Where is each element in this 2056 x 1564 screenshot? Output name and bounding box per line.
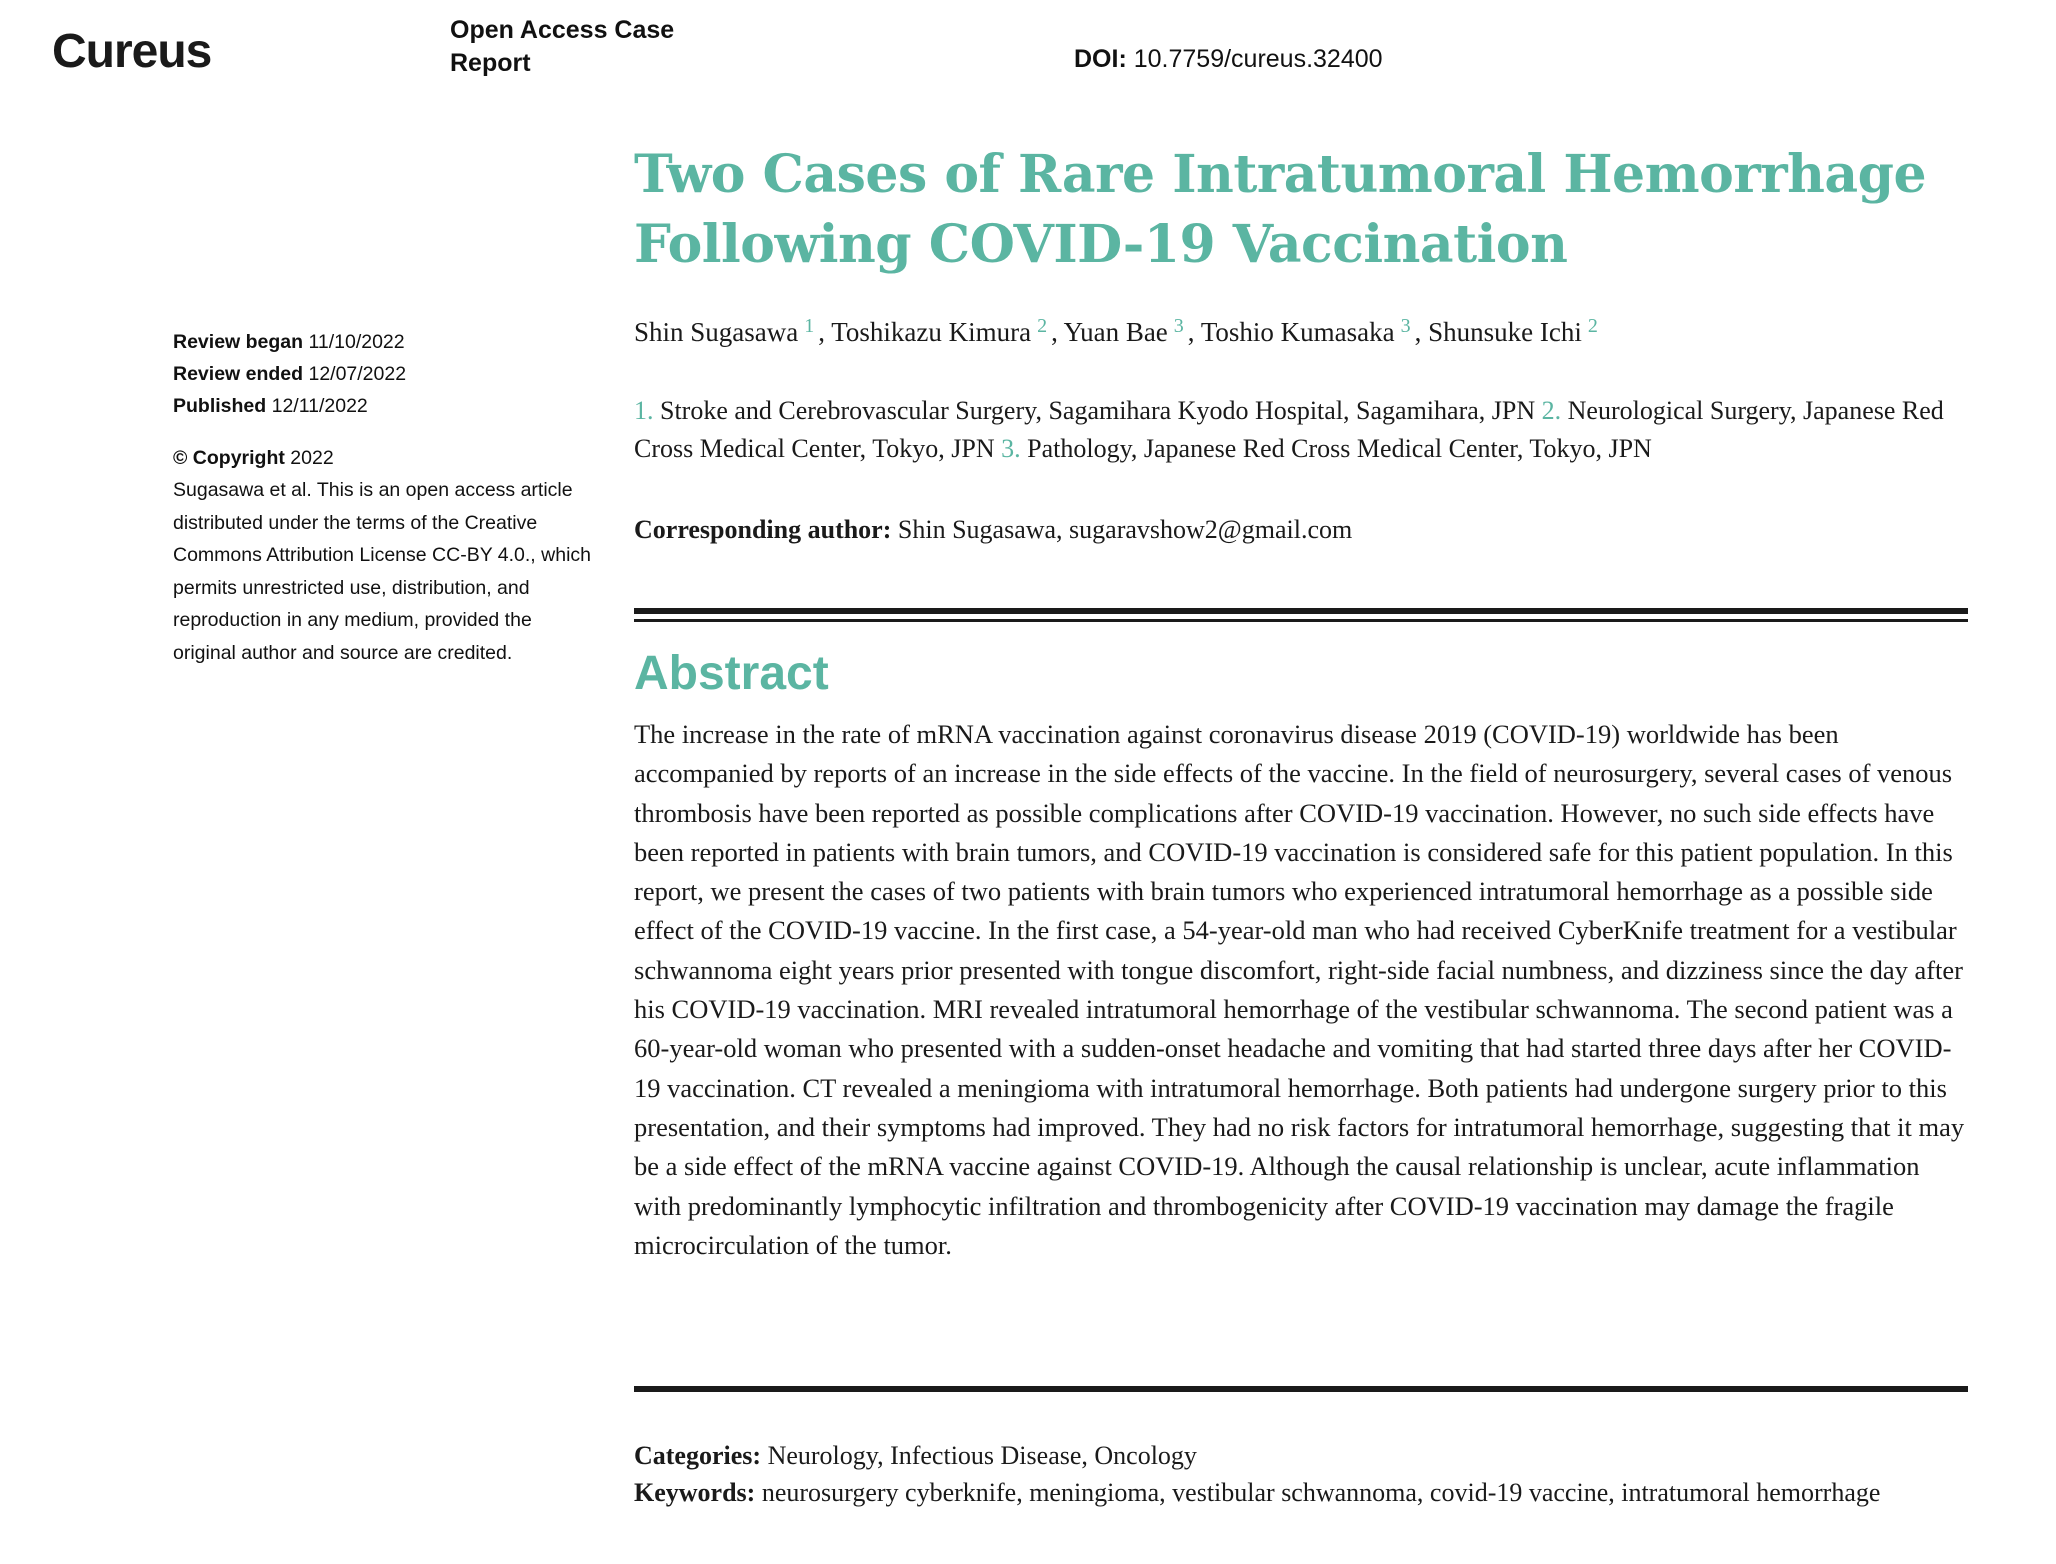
author-name: Shin Sugasawa <box>634 317 799 347</box>
corresponding-label: Corresponding author: <box>634 515 892 544</box>
author-affiliation: 3 <box>1173 315 1184 337</box>
author-list: Shin Sugasawa $^1$ , Toshikazu Kimura $^2$ , Yuan Bae $^3$ , Toshio Kumasaka $^3$ , Shunsuke Ichi $^2$ <box>634 315 1598 347</box>
doi <box>1074 45 1383 74</box>
published-label: Published <box>173 395 267 417</box>
review-ended <box>173 358 593 390</box>
corresponding-author <box>634 512 1974 548</box>
affiliation-text: Stroke and Cerebrovascular Surgery, Sagamihara Kyodo Hospital, Sagamihara, JPN <box>660 396 1536 425</box>
doi-value: 10.7759/cureus.32400 <box>1133 45 1383 73</box>
copyright-year: 2022 <box>290 447 334 469</box>
journal-logo: Cureus <box>52 25 212 78</box>
abstract-text: The increase in the rate of mRNA vaccination against coronavirus disease 2019 (COVID-19) worldwide has been accompanied by reports of an increase in the side effects of the vaccine. In the field of neurosurgery, several cases of venous thrombosis have been reported as possible complications after COVID-19 vaccination. However, no such side effects have been reported in patients with brain tumors, and COVID-19 vaccination is considered safe for this patient population. In this report, we present the cases of two patients with brain tumors who experienced intratumoral hemorrhage as a possible side effect of the COVID-19 vaccine. In the first case, a 54-year-old man who had received CyberKnife treatment for a vestibular schwannoma eight years prior presented with tongue discomfort, right-side facial numbness, and dizziness since the day after his COVID-19 vaccination. MRI revealed intratumoral hemorrhage of the vestibular schwannoma. The second patient was a 60-year-old woman who presented with a sudden-onset headache and vomiting that had started three days after her COVID-19 vaccination. CT revealed a meningioma with intratumoral hemorrhage. Both patients had undergone surgery prior to this presentation, and their symptoms had improved. They had no risk factors for intratumoral hemorrhage, suggesting that it may be a side effect of the mRNA vaccine against COVID-19. Although the causal relationship is unclear, acute inflammation with predominantly lymphocytic infiltration and thrombogenicity after COVID-19 vaccination may damage the fragile microcirculation of the tumor. <box>634 719 1965 1260</box>
author-name: Toshikazu Kimura <box>831 317 1032 347</box>
author-name: Toshio Kumasaka <box>1200 317 1395 347</box>
article-title: Two Cases of Rare Intratumoral Hemorrhage Following COVID-19 Vaccination <box>634 144 1927 275</box>
categories-value: Neurology, Infectious Disease, Oncology <box>767 1441 1197 1470</box>
review-ended-date: 12/07/2022 <box>308 363 407 385</box>
keywords-value: neurosurgery cyberknife, meningioma, vestibular schwannoma, covid-19 vaccine, intratumoral hemorrhage <box>761 1478 1881 1507</box>
keywords <box>634 1474 1968 1511</box>
categories-keywords <box>634 1437 1968 1511</box>
published <box>173 390 593 422</box>
affiliation-text: Pathology, Japanese Red Cross Medical Center, Tokyo, JPN <box>1027 434 1652 463</box>
author-affiliation: 2 <box>1037 315 1048 337</box>
author-name: Yuan Bae <box>1063 317 1168 347</box>
section-divider <box>634 608 1968 622</box>
affiliation-text: Neurological Surgery, Japanese Red Cross Medical Center, Tokyo, JPN <box>634 396 1944 463</box>
abstract-heading: Abstract <box>634 647 829 700</box>
document-type: Open Access Case Report <box>450 16 675 77</box>
author-affiliation: 3 <box>1400 315 1411 337</box>
author-name: Shunsuke Ichi <box>1428 317 1582 347</box>
published-date: 12/11/2022 <box>271 395 368 417</box>
review-began <box>173 326 593 358</box>
license-text: Sugasawa et al. This is an open access article distributed under the terms of the Creative Commons Attribution License CC-BY 4.0., which permits unrestricted use, distribution, and reproduction in any medium, provided the original author and source are credited. <box>173 479 591 664</box>
affiliation-number: 1. <box>634 396 654 425</box>
review-began-date: 11/10/2022 <box>308 331 405 353</box>
affiliation-number: 2. <box>1541 396 1562 425</box>
doi-label: DOI: <box>1074 45 1127 73</box>
keywords-label: Keywords: <box>634 1478 756 1507</box>
categories <box>634 1437 1968 1474</box>
article-history-sidebar <box>173 326 593 669</box>
review-began-label: Review began <box>173 331 304 353</box>
affiliation-number: 3. <box>1001 434 1021 463</box>
copyright-label: © Copyright <box>173 447 285 469</box>
affiliations <box>634 392 1974 468</box>
author-affiliation: 2 <box>1587 315 1598 337</box>
copyright <box>173 442 593 474</box>
review-ended-label: Review ended <box>173 363 304 385</box>
author-affiliation: 1 <box>804 315 815 337</box>
section-divider <box>634 1386 1968 1392</box>
corresponding-value: Shin Sugasawa, sugaravshow2@gmail.com <box>897 515 1353 544</box>
categories-label: Categories: <box>634 1441 762 1470</box>
